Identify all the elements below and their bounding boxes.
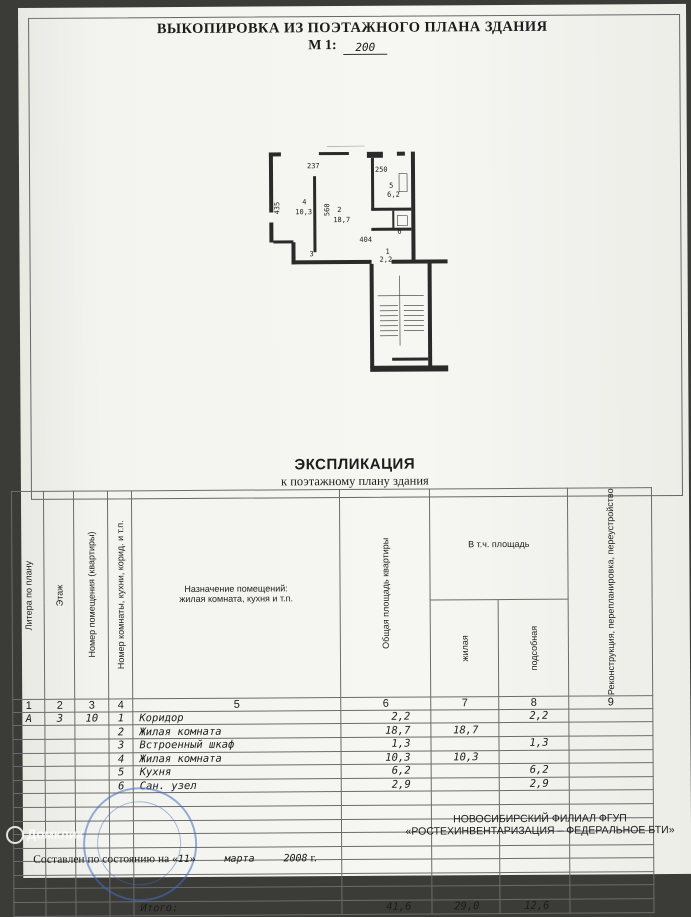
- explication-subtitle: к поэтажному плану здания: [21, 472, 689, 491]
- cell-etazh: [45, 739, 75, 753]
- cell-obshaya: 6,2: [341, 764, 431, 778]
- dim-404: 404: [359, 236, 372, 244]
- cell-name: Встроенный шкаф: [133, 737, 341, 752]
- header-litera: Литера по плану: [23, 561, 33, 631]
- header-nomer-pom: Номер помещения (квартиры): [86, 532, 97, 658]
- room-2-area: 18,7: [333, 216, 350, 224]
- cell-obshaya: 2,9: [341, 778, 431, 792]
- compiled-year-suffix: г.: [310, 852, 316, 864]
- empty-cell: [500, 845, 570, 859]
- col-number: 9: [569, 695, 653, 709]
- room-4-area: 10,3: [295, 208, 312, 216]
- cell-komn: 1: [109, 712, 133, 726]
- cell-pom: 10: [75, 712, 109, 726]
- dim-250: 250: [375, 166, 388, 174]
- cell-komn: 5: [109, 766, 133, 780]
- total-obshaya: 41,6: [342, 900, 432, 914]
- cell-zhilaya: [431, 709, 499, 723]
- total-label: Итого:: [134, 901, 342, 916]
- empty-cell: [45, 793, 75, 807]
- cell-name: Жилая комната: [133, 724, 341, 739]
- cell-rekonstr: [569, 736, 653, 750]
- empty-cell: [432, 845, 500, 859]
- domclick-logo-icon: [6, 826, 24, 844]
- dim-435: 435: [273, 202, 281, 215]
- empty-cell: [342, 859, 432, 873]
- room-4-number: 4: [302, 198, 306, 206]
- empty-cell: [499, 790, 569, 804]
- empty-cell: [570, 899, 654, 913]
- empty-cell: [342, 846, 432, 860]
- cell-litera: [13, 766, 45, 780]
- room-2-number: 2: [337, 206, 341, 214]
- watermark-text: Домклик: [27, 826, 83, 841]
- room-5-area: 6,2: [387, 191, 400, 199]
- cell-pom: [75, 739, 109, 753]
- cell-komn: 6: [109, 780, 133, 794]
- header-rekonstr: Реконструкция, перепланировка, переустройство: [604, 488, 615, 695]
- cell-podsobnaya: 2,9: [499, 777, 569, 791]
- total-zhilaya: 29,0: [432, 900, 500, 914]
- org-line-2: «РОСТЕХИНВЕНТАРИЗАЦИЯ – ФЕДЕРАЛЬНОЕ БТИ»: [395, 824, 685, 838]
- header-zhilaya: жилая: [459, 635, 469, 661]
- compiled-day: 11: [178, 854, 190, 865]
- header-vtch: В т.ч. площадь: [429, 488, 568, 600]
- room-5-number: 5: [389, 182, 393, 190]
- empty-cell: [570, 858, 654, 872]
- empty-cell: [14, 875, 46, 889]
- scale-label: М 1:: [308, 38, 336, 54]
- cell-zhilaya: [431, 737, 499, 751]
- dim-560: 560: [323, 203, 331, 216]
- cell-etazh: [45, 780, 75, 794]
- cell-rekonstr: [569, 708, 653, 722]
- col-number: 5: [133, 697, 341, 711]
- cell-podsobnaya: 6,2: [499, 763, 569, 777]
- empty-cell: [13, 807, 45, 821]
- empty-cell: [432, 886, 500, 900]
- explication-title: ЭКСПЛИКАЦИЯ: [21, 454, 689, 475]
- cell-litera: [13, 753, 45, 767]
- header-obshaya: Общая площадь квартиры: [380, 538, 391, 649]
- col-number: 6: [341, 697, 431, 711]
- col-number: 2: [45, 699, 75, 712]
- cell-rekonstr: [569, 776, 653, 790]
- cell-litera: [13, 780, 45, 794]
- compiled-year: 2008: [283, 853, 307, 864]
- scale-value: 200: [343, 41, 387, 55]
- watermark: [6, 826, 83, 844]
- document-sheet: [18, 4, 691, 878]
- total-row: [14, 899, 654, 917]
- empty-cell: [432, 872, 500, 886]
- empty-cell: [570, 872, 654, 886]
- cell-rekonstr: [569, 722, 653, 736]
- empty-cell: [13, 794, 45, 808]
- header-etazh: Этаж: [54, 584, 64, 606]
- cell-etazh: [45, 766, 75, 780]
- cell-zhilaya: 10,3: [431, 750, 499, 764]
- total-podsobnaya: 12,6: [500, 899, 570, 913]
- cell-podsobnaya: [499, 750, 569, 764]
- cell-komn: 2: [109, 725, 133, 739]
- empty-cell: [110, 902, 134, 916]
- col-number: 1: [13, 699, 45, 712]
- organization-block: [395, 812, 685, 838]
- cell-podsobnaya: [499, 723, 569, 737]
- empty-cell: [500, 872, 570, 886]
- cell-pom: [75, 780, 109, 794]
- round-stamp: [83, 787, 198, 902]
- empty-cell: [46, 889, 76, 903]
- empty-cell: [341, 791, 431, 805]
- empty-cell: [570, 844, 654, 858]
- col-number: 7: [431, 696, 499, 709]
- cell-etazh: 3: [45, 712, 75, 726]
- cell-zhilaya: 18,7: [431, 723, 499, 737]
- cell-litera: А: [13, 712, 45, 726]
- org-line-1: НОВОСИБИРСКИЙ ФИЛИАЛ ФГУП: [395, 812, 685, 826]
- room-1-number: 1: [385, 248, 389, 256]
- empty-cell: [432, 859, 500, 873]
- cell-rekonstr: [569, 763, 653, 777]
- cell-podsobnaya: 1,3: [499, 736, 569, 750]
- room-6-number: 6: [397, 228, 401, 236]
- cell-obshaya: 18,7: [341, 723, 431, 737]
- empty-cell: [76, 902, 110, 916]
- dim-237: 237: [307, 162, 320, 170]
- cell-pom: [75, 753, 109, 767]
- header-podsobnaya: подсобная: [528, 625, 538, 670]
- col-number: 4: [109, 699, 133, 712]
- document-title: ВЫКОПИРОВКА ИЗ ПОЭТАЖНОГО ПЛАНА ЗДАНИЯ: [18, 18, 686, 39]
- empty-cell: [569, 790, 653, 804]
- empty-cell: [342, 886, 432, 900]
- cell-pom: [75, 725, 109, 739]
- compiled-prefix: Составлен по состоянию на: [33, 853, 169, 866]
- empty-cell: [500, 858, 570, 872]
- empty-cell: [14, 902, 46, 916]
- compiled-month: марта: [198, 853, 280, 865]
- compiled-as-of: Составлен по состоянию на «11» марта 2008 г.: [33, 852, 317, 866]
- empty-cell: [570, 885, 654, 899]
- cell-komn: 3: [109, 739, 133, 753]
- empty-cell: [76, 888, 110, 902]
- header-nomer-komn: Номер комнаты, кухни, корид. и т.п.: [115, 520, 126, 669]
- cell-zhilaya: [431, 764, 499, 778]
- empty-cell: [500, 886, 570, 900]
- cell-obshaya: 2,2: [341, 710, 431, 724]
- col-number: 8: [499, 696, 569, 709]
- room-1-area: 2,2: [380, 256, 393, 264]
- cell-etazh: [45, 753, 75, 767]
- cell-name: Сан. узел: [133, 778, 341, 793]
- cell-name: Коридор: [133, 710, 341, 725]
- cell-obshaya: 1,3: [341, 737, 431, 751]
- empty-cell: [14, 889, 46, 903]
- cell-zhilaya: [431, 777, 499, 791]
- room-3-number: 3: [309, 250, 313, 258]
- empty-cell: [431, 791, 499, 805]
- cell-name: Кухня: [133, 765, 341, 780]
- floor-plan: [247, 145, 448, 386]
- empty-cell: [342, 873, 432, 887]
- cell-rekonstr: [569, 749, 653, 763]
- cell-podsobnaya: 2,2: [499, 709, 569, 723]
- cell-komn: 4: [109, 752, 133, 766]
- cell-obshaya: 10,3: [341, 751, 431, 765]
- cell-pom: [75, 766, 109, 780]
- cell-litera: [13, 726, 45, 740]
- col-number: 3: [75, 699, 109, 712]
- empty-cell: [46, 902, 76, 916]
- cell-litera: [13, 739, 45, 753]
- cell-name: Жилая комната: [133, 751, 341, 766]
- header-naznachenie: Назначение помещений: жилая комната, кухня и т.п.: [179, 584, 293, 605]
- empty-cell: [45, 807, 75, 821]
- cell-etazh: [45, 726, 75, 740]
- empty-cell: [46, 875, 76, 889]
